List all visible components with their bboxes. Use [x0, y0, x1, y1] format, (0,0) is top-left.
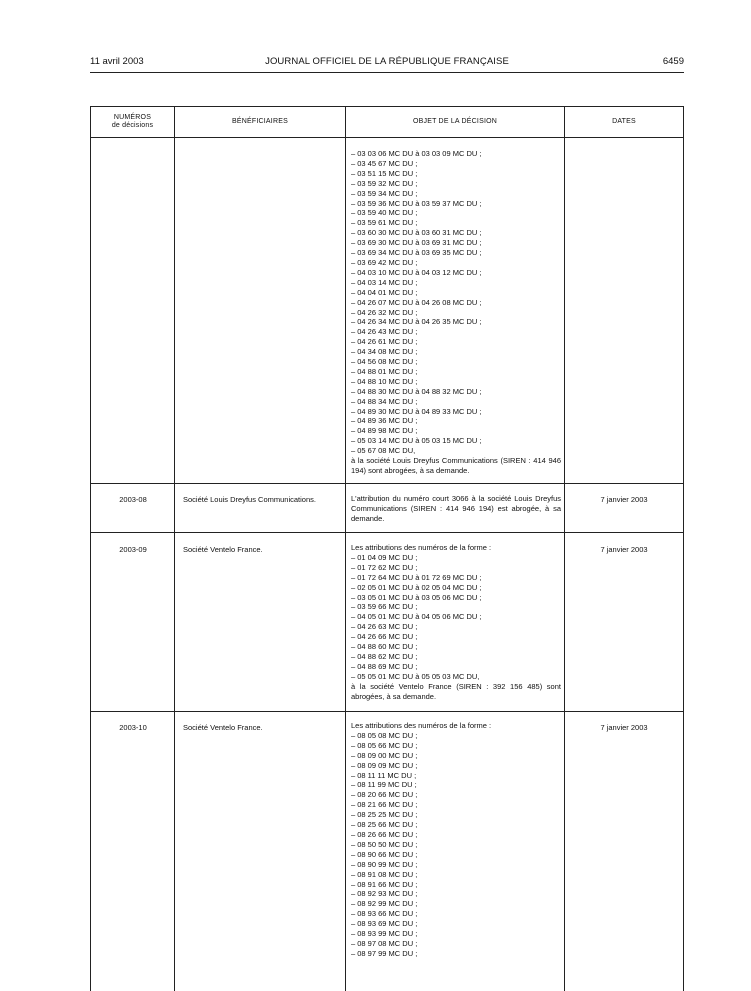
number-range-item: – 03 51 15 MC DU ;: [351, 168, 418, 178]
number-range-item: – 01 72 62 MC DU ;: [351, 562, 418, 572]
number-range-item: – 04 88 10 MC DU ;: [351, 376, 418, 386]
header-cell-dates: DATES: [612, 118, 636, 125]
decision-text: L'attribution du numéro court 3066 à la société Louis Dreyfus Communications (SIREN : 414 946 194) est abrogée, à sa demande.: [351, 494, 561, 523]
number-range-item: – 04 26 61 MC DU ;: [351, 337, 418, 347]
number-range-item: – 08 11 99 MC DU ;: [351, 780, 417, 790]
row-divider: [91, 483, 683, 484]
number-range-item: – 03 69 42 MC DU ;: [351, 257, 418, 267]
number-range-item: – 01 72 64 MC DU à 01 72 69 MC DU ;: [351, 572, 482, 582]
decision-object: [351, 543, 561, 702]
decision-closing: à la société Louis Dreyfus Communications (SIREN : 414 946 194) sont abrogées, à sa demande.: [351, 456, 561, 475]
number-range-item: – 04 89 98 MC DU ;: [351, 426, 418, 436]
number-range-item: – 03 59 61 MC DU ;: [351, 218, 418, 228]
number-range-item: – 08 05 08 MC DU ;: [351, 730, 418, 740]
number-range-item: – 08 93 66 MC DU ;: [351, 909, 418, 919]
number-range-item: – 08 05 66 MC DU ;: [351, 740, 418, 750]
number-range-item: – 08 26 66 MC DU ;: [351, 829, 418, 839]
number-range-item: – 01 04 09 MC DU ;: [351, 552, 418, 562]
page-header: [90, 56, 684, 70]
header-cell-object: OBJET DE LA DÉCISION: [412, 118, 497, 125]
header-cell-beneficiaries: BÉNÉFICIAIRES: [232, 118, 288, 125]
number-range-item: – 02 05 01 MC DU à 02 05 04 MC DU ;: [351, 582, 482, 592]
number-range-item: – 04 26 66 MC DU ;: [351, 632, 418, 642]
beneficiary: Société Louis Dreyfus Communications.: [183, 495, 316, 504]
decision-object: [351, 721, 561, 959]
number-range-item: – 04 88 69 MC DU ;: [351, 661, 418, 671]
number-range-item: – 08 25 66 MC DU ;: [351, 820, 418, 830]
number-range-item: – 08 92 93 MC DU ;: [351, 889, 418, 899]
number-range-item: – 04 88 34 MC DU ;: [351, 396, 418, 406]
number-range-item: – 04 26 34 MC DU à 04 26 35 MC DU ;: [351, 317, 482, 327]
number-range-item: – 04 56 08 MC DU ;: [351, 357, 418, 367]
number-range-item: – 08 97 99 MC DU ;: [351, 948, 418, 958]
number-range-item: – 04 26 43 MC DU ;: [351, 327, 418, 337]
number-range-item: – 08 93 69 MC DU ;: [351, 919, 418, 929]
number-range-item: – 04 26 07 MC DU à 04 26 08 MC DU ;: [351, 297, 482, 307]
number-range-item: – 04 89 36 MC DU ;: [351, 416, 418, 426]
number-range-item: – 03 69 30 MC DU à 03 69 31 MC DU ;: [351, 238, 482, 248]
header-numbers-label: NUMÉROS: [113, 114, 152, 121]
number-range-item: – 08 90 99 MC DU ;: [351, 859, 418, 869]
header-rule: [90, 72, 684, 73]
number-range-item: – 08 93 99 MC DU ;: [351, 929, 418, 939]
number-range-item: – 03 59 36 MC DU à 03 59 37 MC DU ;: [351, 198, 482, 208]
number-range-item: – 08 91 08 MC DU ;: [351, 869, 418, 879]
number-range-item: – 03 45 67 MC DU ;: [351, 158, 418, 168]
decisions-table: [90, 106, 684, 991]
number-range-item: – 05 03 14 MC DU à 05 03 15 MC DU ;: [351, 436, 482, 446]
continuation-object: [351, 149, 561, 476]
number-range-item: – 04 26 63 MC DU ;: [351, 622, 418, 632]
page-number: 6459: [662, 56, 684, 67]
journal-title: JOURNAL OFFICIEL DE LA RÉPUBLIQUE FRANÇAISE: [265, 56, 509, 67]
number-range-item: – 08 90 66 MC DU ;: [351, 849, 418, 859]
number-range-item: – 04 88 30 MC DU à 04 88 32 MC DU ;: [351, 386, 482, 396]
number-range-item: – 08 97 08 MC DU ;: [351, 938, 418, 948]
number-range-item: – 08 21 66 MC DU ;: [351, 800, 418, 810]
number-range-item: – 08 92 99 MC DU ;: [351, 899, 418, 909]
number-range-item: – 03 59 32 MC DU ;: [351, 178, 418, 188]
number-range-item: – 04 05 01 MC DU à 04 05 06 MC DU ;: [351, 612, 482, 622]
decision-number: 2003-10: [119, 723, 147, 732]
number-range-item: – 03 03 06 MC DU à 03 03 09 MC DU ;: [351, 149, 482, 158]
number-range-item: – 05 67 08 MC DU,: [351, 446, 416, 456]
number-range-item: – 03 60 30 MC DU à 03 60 31 MC DU ;: [351, 228, 482, 238]
number-range-item: – 08 11 11 MC DU ;: [351, 770, 417, 780]
number-range-item: – 08 20 66 MC DU ;: [351, 790, 418, 800]
number-range-item: – 04 88 60 MC DU ;: [351, 642, 418, 652]
number-range-item: – 05 05 01 MC DU à 05 05 03 MC DU,: [351, 671, 480, 681]
decision-closing: à la société Ventelo France (SIREN : 392 156 485) sont abrogées, à sa demande.: [351, 681, 561, 701]
number-range-item: – 08 91 66 MC DU ;: [351, 879, 418, 889]
number-range-item: – 04 34 08 MC DU ;: [351, 347, 418, 357]
number-range-item: – 03 59 66 MC DU ;: [351, 602, 418, 612]
number-range-item: – 04 03 14 MC DU ;: [351, 277, 418, 287]
decision-date: 7 janvier 2003: [600, 723, 648, 732]
decision-object: [351, 494, 561, 524]
number-range-item: – 03 69 34 MC DU à 03 69 35 MC DU ;: [351, 248, 482, 258]
issue-date: 11 avril 2003: [90, 56, 144, 67]
beneficiary: Société Ventelo France.: [183, 545, 263, 554]
number-range-item: – 04 88 01 MC DU ;: [351, 366, 418, 376]
decision-number: 2003-09: [119, 545, 147, 554]
header-cell-numbers: [91, 107, 174, 137]
number-range-item: – 08 09 09 MC DU ;: [351, 760, 418, 770]
decision-intro: Les attributions des numéros de la forme :: [351, 721, 492, 730]
row-divider: [91, 532, 683, 533]
header-divider: [91, 137, 683, 138]
decision-date: 7 janvier 2003: [600, 545, 648, 554]
decision-intro: Les attributions des numéros de la forme :: [351, 543, 492, 552]
number-range-item: – 03 59 34 MC DU ;: [351, 188, 418, 198]
number-range-item: – 04 03 10 MC DU à 04 03 12 MC DU ;: [351, 267, 482, 277]
header-numbers-sublabel: de décisions: [111, 122, 154, 129]
col-divider: [345, 107, 346, 991]
number-range-item: – 04 26 32 MC DU ;: [351, 307, 418, 317]
number-range-item: – 08 25 25 MC DU ;: [351, 810, 418, 820]
number-range-item: – 08 50 50 MC DU ;: [351, 839, 418, 849]
beneficiary: Société Ventelo France.: [183, 723, 263, 732]
number-range-item: – 03 05 01 MC DU à 03 05 06 MC DU ;: [351, 592, 482, 602]
number-range-item: – 03 59 40 MC DU ;: [351, 208, 418, 218]
number-range-item: – 04 88 62 MC DU ;: [351, 651, 418, 661]
number-range-item: – 08 09 00 MC DU ;: [351, 750, 418, 760]
number-range-item: – 04 89 30 MC DU à 04 89 33 MC DU ;: [351, 406, 482, 416]
number-range-item: – 04 04 01 MC DU ;: [351, 287, 418, 297]
row-divider: [91, 711, 683, 712]
decision-number: 2003-08: [119, 495, 147, 504]
decision-date: 7 janvier 2003: [600, 495, 648, 504]
